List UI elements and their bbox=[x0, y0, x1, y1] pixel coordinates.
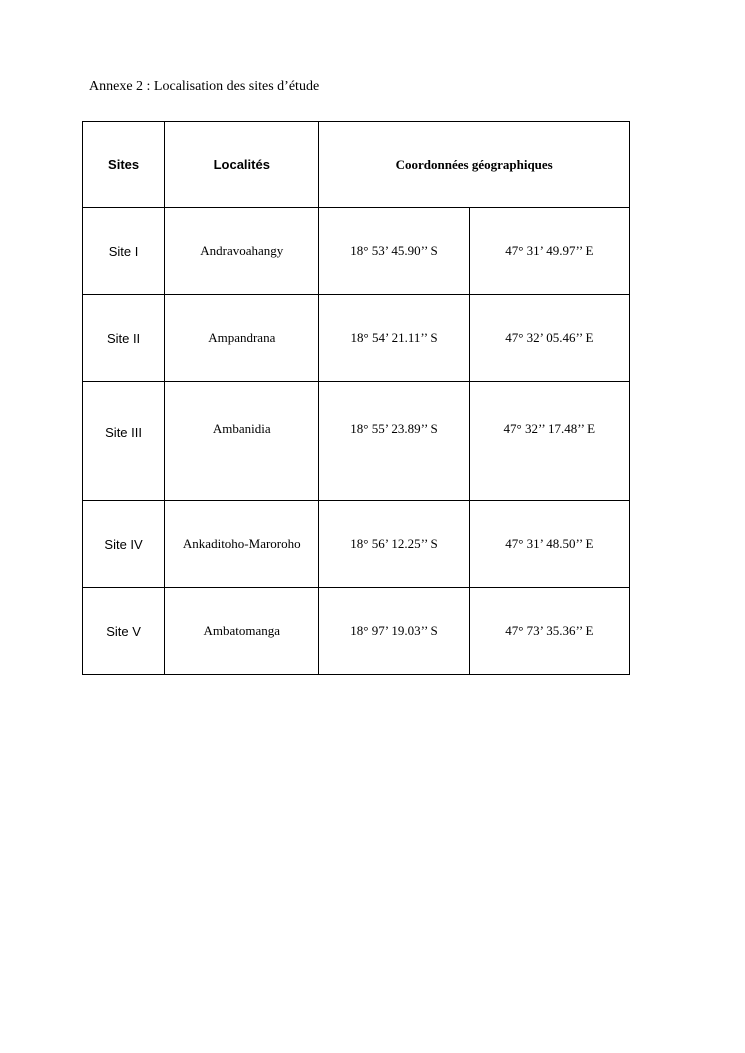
cell-localite: Andravoahangy bbox=[165, 208, 319, 295]
header-coordonnees: Coordonnées géographiques bbox=[319, 122, 630, 208]
cell-latitude: 18° 55’ 23.89’’ S bbox=[319, 382, 469, 501]
cell-longitude: 47° 31’ 49.97’’ E bbox=[469, 208, 629, 295]
cell-localite: Ankaditoho-Maroroho bbox=[165, 501, 319, 588]
cell-site: Site IV bbox=[83, 501, 165, 588]
cell-longitude: 47° 31’ 48.50’’ E bbox=[469, 501, 629, 588]
table-header-row bbox=[83, 122, 630, 208]
table-caption: Annexe 2 : Localisation des sites d’étude bbox=[89, 79, 320, 94]
cell-latitude: 18° 54’ 21.11’’ S bbox=[319, 295, 469, 382]
table-row bbox=[83, 208, 630, 295]
cell-localite: Ampandrana bbox=[165, 295, 319, 382]
cell-longitude: 47° 32’’ 17.48’’ E bbox=[469, 382, 629, 501]
table-row bbox=[83, 382, 630, 501]
sites-table bbox=[82, 121, 630, 675]
cell-longitude: 47° 32’ 05.46’’ E bbox=[469, 295, 629, 382]
cell-site: Site III bbox=[83, 382, 165, 501]
cell-latitude: 18° 97’ 19.03’’ S bbox=[319, 588, 469, 675]
cell-localite: Ambatomanga bbox=[165, 588, 319, 675]
table-row bbox=[83, 588, 630, 675]
cell-longitude: 47° 73’ 35.36’’ E bbox=[469, 588, 629, 675]
cell-latitude: 18° 53’ 45.90’’ S bbox=[319, 208, 469, 295]
cell-localite: Ambanidia bbox=[165, 382, 319, 501]
table-row bbox=[83, 295, 630, 382]
header-sites: Sites bbox=[83, 122, 165, 208]
cell-site: Site II bbox=[83, 295, 165, 382]
cell-site: Site I bbox=[83, 208, 165, 295]
header-localites: Localités bbox=[165, 122, 319, 208]
cell-latitude: 18° 56’ 12.25’’ S bbox=[319, 501, 469, 588]
table-row bbox=[83, 501, 630, 588]
cell-site: Site V bbox=[83, 588, 165, 675]
